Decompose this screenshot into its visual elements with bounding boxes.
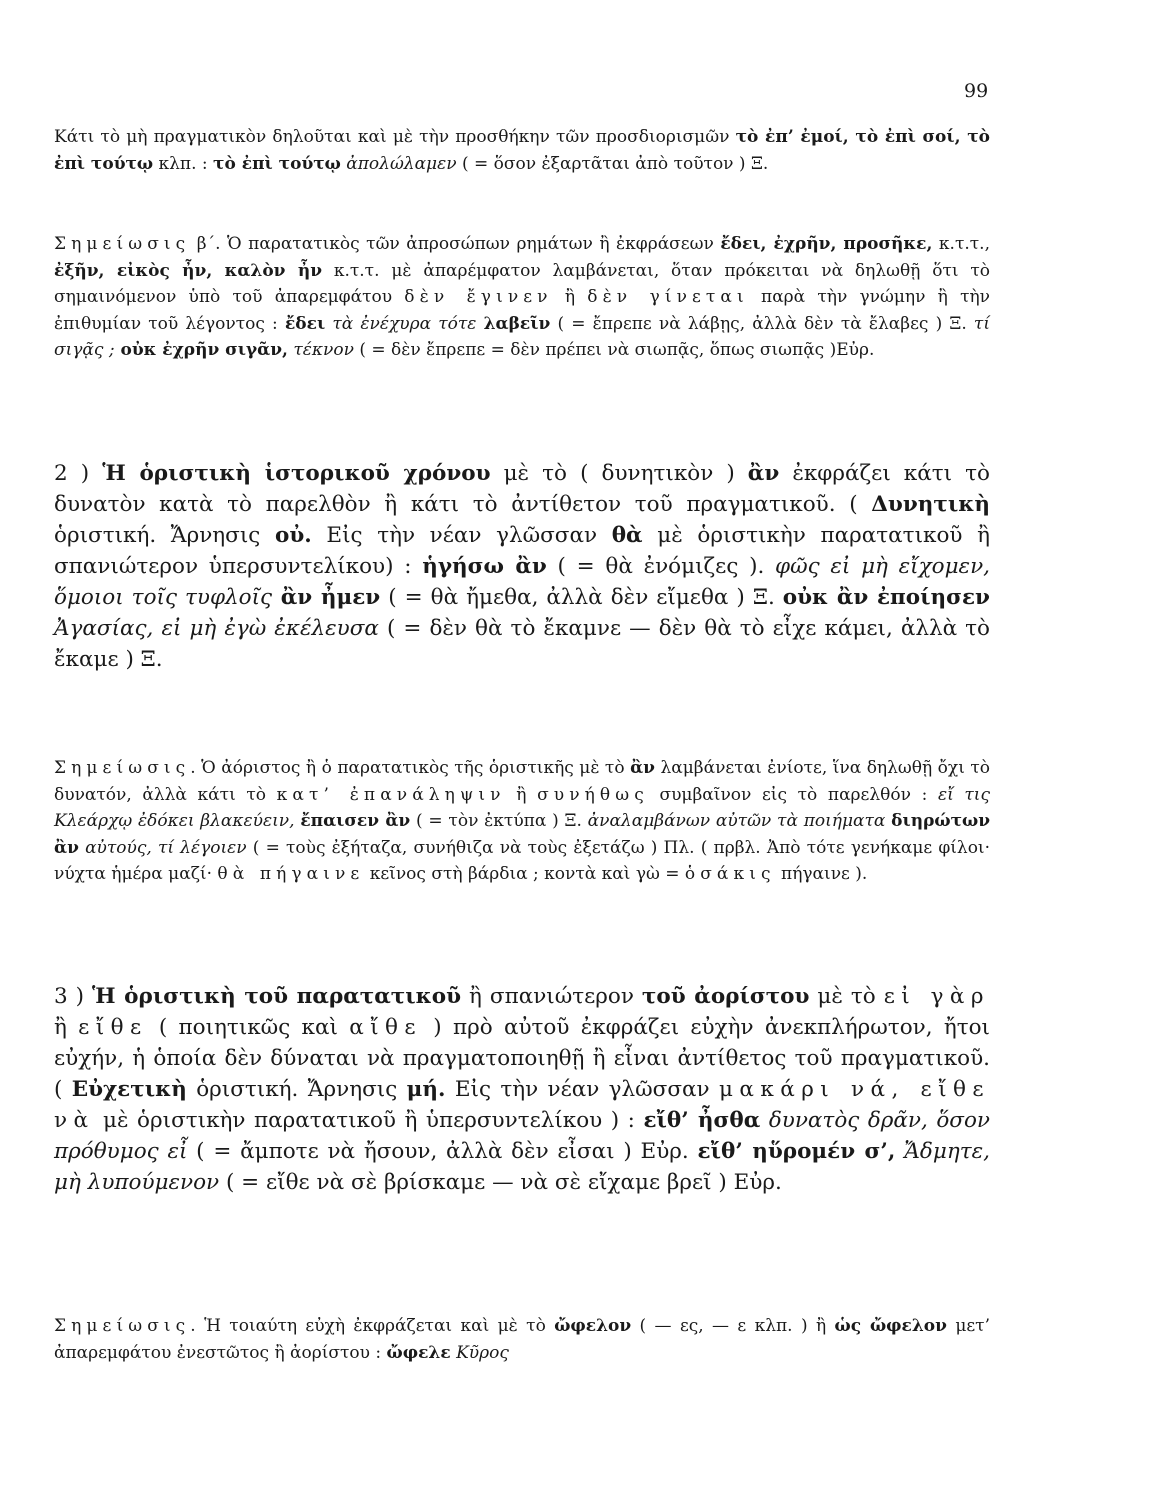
spaced-span: αἴθε — [349, 1015, 423, 1040]
spaced-span: ὁσάκις — [684, 864, 776, 884]
text-span: ( ποιητικῶς καὶ — [147, 1015, 350, 1040]
spaced-span: εἴθε — [78, 1015, 148, 1040]
text-span — [760, 1108, 769, 1133]
bold-span: οὐκ ἂν ἐποίησεν — [782, 585, 990, 610]
bold-span: ἔδει, ἐχρῆν, προσῆκε, — [720, 234, 933, 254]
italic-span: φῶς εἰ μὴ εἴχομεν, ὅμοιοι τοῖς τυφλοῖς — [54, 554, 991, 610]
spaced-span: Σημείωσις — [54, 234, 191, 254]
text-span: κεῖνος στὴ βάρδια ; κοντὰ καὶ γὼ = — [364, 864, 685, 884]
text-span: . Ὁ ἀόριστος ἢ ὁ παρατατικὸς τῆς ὁριστικῆς μὲ τὸ — [190, 758, 631, 778]
text-span: ( = εἴθε νὰ σὲ βρίσκαμε — νὰ σὲ εἴχαμε βρεῖ ) Εὐρ. — [219, 1170, 782, 1195]
spaced-span: συνήθως — [537, 784, 649, 805]
bold-span: ἂν ἦμεν — [272, 585, 381, 610]
bold-span: ἔδει — [284, 313, 326, 334]
bold-span: ἂν — [747, 461, 780, 486]
page-number: 99 — [964, 80, 989, 102]
italic-span: αὐτούς, τί λέγοιεν — [85, 837, 247, 858]
spaced-span: μακάρι νά, εἴθε νὰ — [54, 1077, 991, 1133]
bold-span: ὤφελον — [554, 1316, 632, 1336]
spaced-span: δὲν ἔγινεν — [404, 287, 553, 307]
text-span: ( = θὰ ἐνόμιζες ). — [546, 554, 776, 579]
italic-span: δυνατὸς δρᾶν, ὅσον πρόθυμος εἶ — [54, 1108, 990, 1164]
spaced-span: Σημείωσις — [54, 1316, 191, 1336]
bold-span: λαβεῖν — [483, 313, 551, 334]
bold-span: τὸ ἐπὶ τούτῳ — [213, 153, 341, 174]
paragraph-5 — [54, 981, 990, 1198]
spaced-span: Σημείωσις — [54, 758, 191, 778]
bold-span: Εὐχετικὴ — [71, 1077, 187, 1102]
bold-span: ὤφελε — [386, 1342, 451, 1363]
bold-span: τὸ ἐπ’ ἐμοί, τὸ ἐπὶ σοί, τὸ ἐπὶ τούτῳ — [54, 127, 991, 174]
bold-span: ἡγήσω ἂν — [422, 554, 547, 579]
italic-span: τέκνον — [287, 340, 354, 360]
italic-span: ἀπολώλαμεν — [346, 153, 457, 174]
bold-span: θὰ — [611, 523, 643, 548]
text-span: ( = τὸν ἐκτύπα ) Ξ. — [410, 811, 588, 831]
text-span: ὁριστική. Ἄρνησις — [186, 1077, 407, 1102]
text-span: ἢ — [54, 1015, 79, 1040]
bold-span: ἔπαισεν ἂν — [300, 811, 411, 831]
italic-span: Κῦρος — [456, 1342, 509, 1363]
text-span: μετ’ ἀπαρεμφάτου ἐνεστῶτος ἢ ἀορίστου : — [54, 1316, 990, 1363]
text-span: Εἰς τὴν νέαν γλῶσσαν — [311, 523, 612, 548]
text-span: ) πρὸ αὐτοῦ ἐκφράζει εὐχὴν ἀνεκπλήρωτον, ἤτοι εὐχήν, ἡ ὁποία δὲν δύναται νὰ πραγματοποιηθῇ ἢ εἶναι ἀντίθετος τοῦ πραγματικοῦ. ( — [54, 1015, 990, 1102]
bold-span: ἂν — [630, 758, 655, 778]
paragraph-6 — [54, 1313, 990, 1366]
text-span: μὲ ὁριστικὴν παρατατικοῦ ἢ σπανιώτερον ὑπερσυντελίκου) : — [54, 523, 990, 579]
text-span: β΄. Ὁ παρατατικὸς τῶν ἀπροσώπων ρημάτων ἢ ἐκφράσεων — [190, 234, 721, 254]
text-span: ( = τοὺς ἐξήταζα, συνήθιζα νὰ τοὺς ἐξετάζω ) Πλ. ( πρβλ. Ἀπὸ τότε γενήκαμε φίλοι· νύχτα ἡμέρα μαζί· — [54, 837, 990, 884]
paragraph-1 — [54, 124, 990, 177]
italic-span: ἀναλαμβάνων αὐτῶν τὰ ποιήματα — [587, 811, 886, 831]
bold-span: οὐ. — [274, 523, 312, 548]
text-span: μὲ τὸ — [809, 984, 884, 1009]
text-span: 2 ) — [54, 461, 103, 486]
bold-span: Ἡ ὁριστικὴ τοῦ παρατατικοῦ — [92, 984, 462, 1009]
text-span: ( = δὲν ἔπρεπε = δὲν πρέπει νὰ σιωπᾷς, ὅπως σιωπᾷς )Εὐρ. — [353, 340, 875, 360]
italic-span: εἴ τις Κλεάρχῳ ἐδόκει βλακεύειν, — [54, 784, 990, 831]
bold-span: οὐκ ἐχρῆν σιγᾶν, — [114, 340, 288, 360]
bold-span: Ἡ ὁριστικὴ ἱστορικοῦ χρόνου — [102, 461, 491, 486]
bold-span: εἴθ’ ηὕρομέν σ’, — [697, 1139, 896, 1164]
text-span: ( = ἄμποτε νὰ ἤσουν, ἀλλὰ δὲν εἶσαι ) Εὐρ. — [187, 1139, 698, 1164]
text-span: ὁριστική. Ἄρνησις — [54, 523, 275, 548]
bold-span: διηρώτων ἂν — [54, 811, 990, 858]
text-span: μὲ τὸ ( δυνητικὸν ) — [490, 461, 748, 486]
text-span: συμβαῖνον εἰς τὸ παρελθόν : — [648, 784, 938, 805]
spaced-span: κατ’ ἐπανάληψιν — [276, 784, 506, 805]
text-span: ἢ σπανιώτερον — [461, 984, 642, 1009]
text-span: ( = ὅσον ἐξαρτᾶται ἀπὸ τοῦτον ) Ξ. — [456, 153, 769, 174]
text-span: Εἰς τὴν νέαν γλῶσσαν — [445, 1077, 719, 1102]
text-span: παρὰ τὴν γνώμην ἢ τὴν ἐπιθυμίαν τοῦ λέγοντος : — [54, 287, 990, 334]
text-span: ( = θὰ ἤμεθα, ἀλλὰ δὲν εἴμεθα ) Ξ. — [380, 585, 783, 610]
bold-span: ὡς ὤφελον — [834, 1316, 947, 1336]
bold-span: ἐξῆν, εἰκὸς ἦν, καλὸν ἦν — [54, 260, 322, 281]
text-span: ἢ — [552, 287, 588, 307]
italic-span: τὰ ἐνέχυρα τότε — [325, 313, 484, 334]
text-span: ( = ἔπρεπε νὰ λάβῃς, ἀλλὰ δὲν τὰ ἔλαβες ) Ξ. — [550, 313, 974, 334]
text-span: μὲ ὁριστικὴν παρατατικοῦ ἢ ὑπερσυντελίκου ) : — [94, 1108, 644, 1133]
bold-span: τοῦ ἀορίστου — [641, 984, 810, 1009]
text-span: κ.τ.τ., — [932, 234, 990, 254]
text-span: ( = δὲν θὰ τὸ ἔκαμνε — δὲν θὰ τὸ εἶχε κάμει, ἀλλὰ τὸ ἔκαμε ) Ξ. — [54, 616, 990, 672]
italic-span: τί σιγᾷς ; — [54, 313, 990, 360]
text-span: Κάτι τὸ μὴ πραγματικὸν δηλοῦται καὶ μὲ τὴν προσθήκην τῶν προσδιορισμῶν — [54, 127, 736, 147]
italic-span: Ἄδμητε, μὴ λυπούμενον — [54, 1139, 990, 1195]
paragraph-4 — [54, 755, 990, 888]
italic-span: Ἀγασίας, εἰ μὴ ἐγὼ ἐκέλευσα — [54, 616, 379, 641]
text-span: πήγαινε ). — [775, 864, 868, 884]
spaced-span: θὰ πήγαινε — [217, 864, 365, 884]
text-span: . Ἡ τοιαύτη εὐχὴ ἐκφράζεται καὶ μὲ τὸ — [190, 1316, 555, 1336]
text-span: ἐκφράζει κάτι τὸ δυνατὸν κατὰ τὸ παρελθὸν ἢ κάτι τὸ ἀντίθετον τοῦ πραγματικοῦ. ( — [54, 461, 990, 517]
text-span: κ.τ.τ. μὲ ἀπαρέμφατον λαμβάνεται, ὅταν πρόκειται νὰ δηλωθῇ ὅτι τὸ σημαινόμενον ὑπὸ τοῦ ἀπαρεμφάτου — [54, 260, 990, 307]
spaced-span: εἰ γὰρ — [883, 984, 990, 1009]
bold-span: μή. — [406, 1077, 446, 1102]
text-span: ἢ — [505, 784, 538, 805]
text-span: ( — ες, — ε κλπ. ) ἢ — [631, 1316, 835, 1336]
text-span: λαμβάνεται ἐνίοτε, ἵνα δηλωθῇ ὄχι τὸ δυνατόν, ἀλλὰ κάτι τὸ — [54, 758, 990, 805]
text-span: κλπ. : — [153, 153, 214, 174]
text-span: 3 ) — [54, 984, 93, 1009]
bold-span: εἴθ’ ἦσθα — [643, 1108, 761, 1133]
paragraph-2 — [54, 231, 990, 364]
bold-span: Δυνητικὴ — [871, 492, 990, 517]
paragraph-3 — [54, 458, 990, 675]
spaced-span: δὲν γίνεται — [587, 287, 749, 307]
